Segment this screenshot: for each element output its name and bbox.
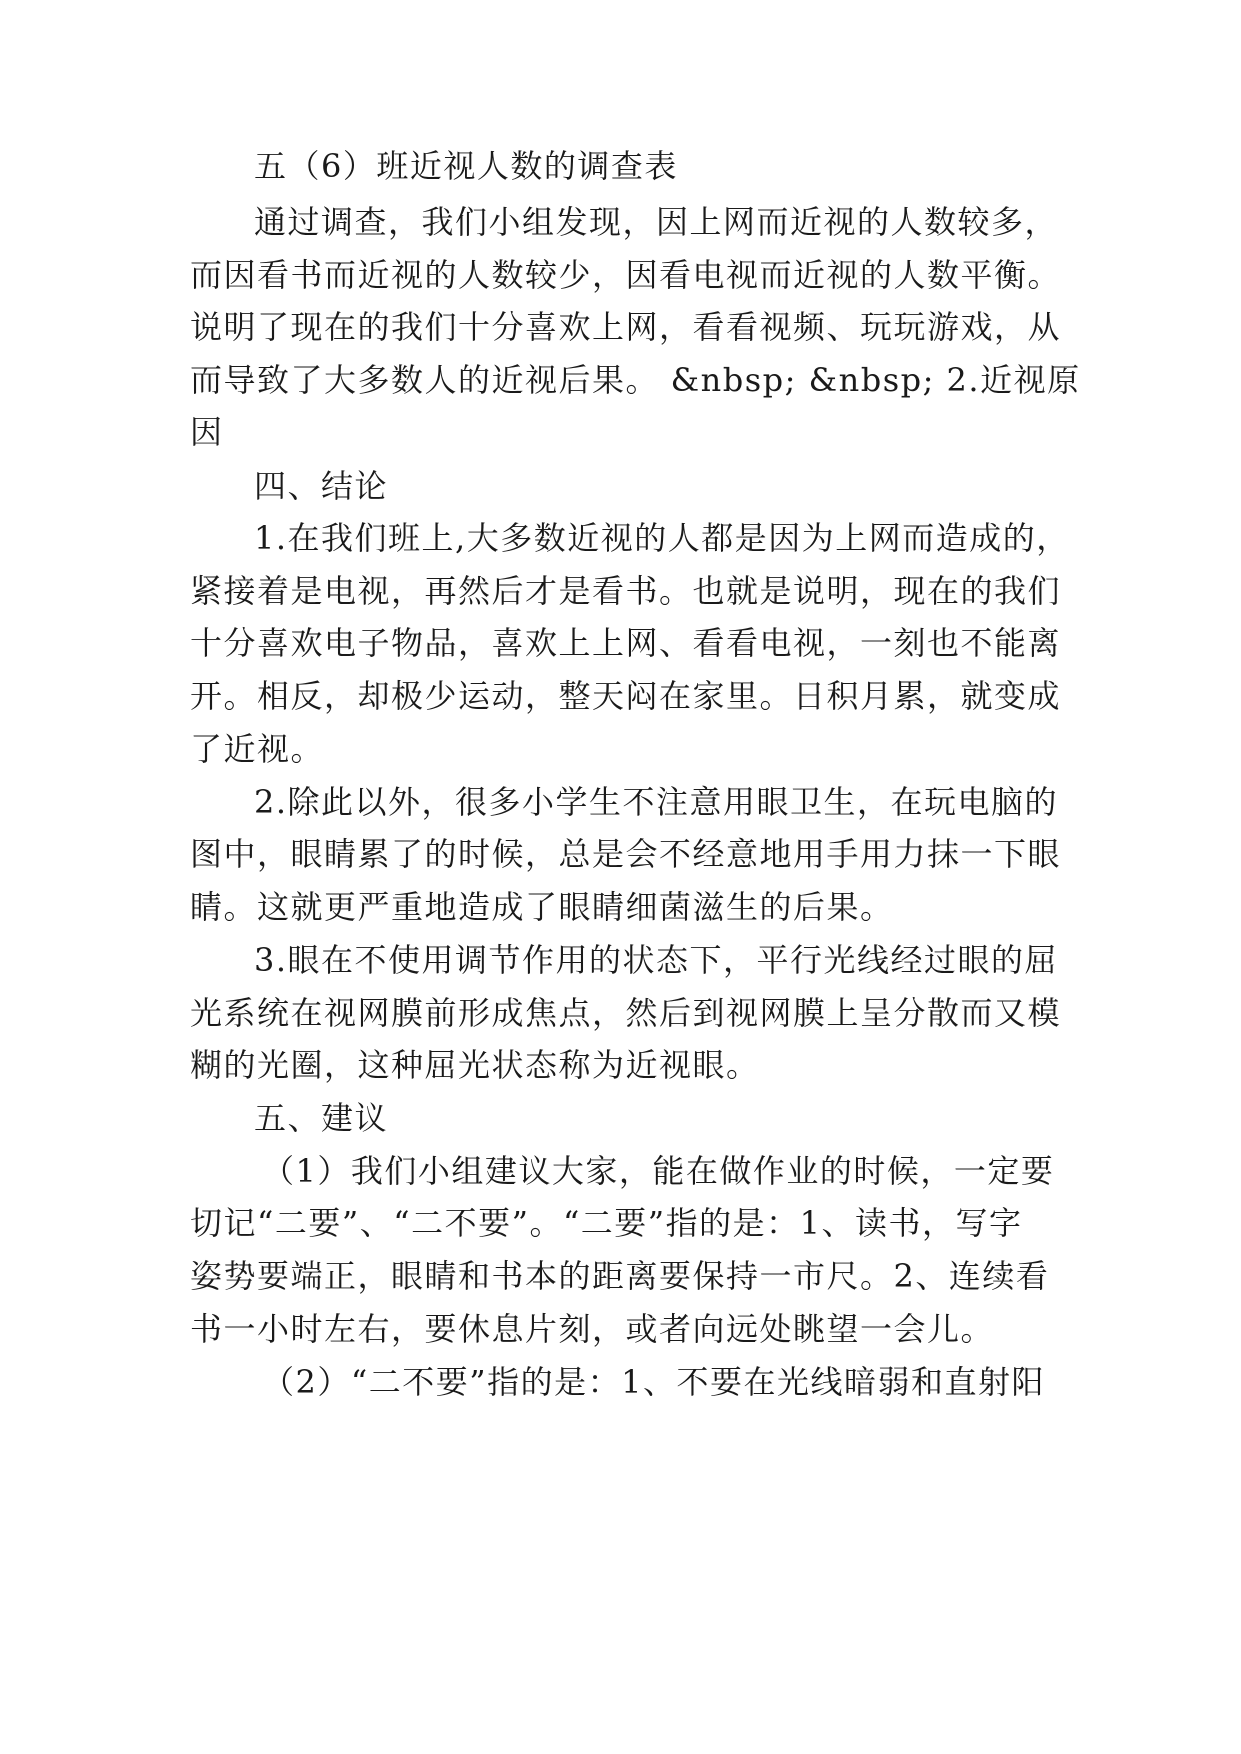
paragraph-line: 而因看书而近视的人数较少，因看电视而近视的人数平衡。: [190, 256, 1062, 294]
paragraph-line: （1）我们小组建议大家，能在做作业的时候，一定要: [262, 1152, 1055, 1190]
table-caption: 五（6）班近视人数的调查表: [254, 147, 678, 185]
paragraph-line: 书一小时左右，要休息片刻，或者向远处眺望一会儿。: [190, 1310, 995, 1348]
paragraph-line: 而导致了大多数人的近视后果。 &nbsp; &nbsp; 2.近视原: [190, 361, 1081, 399]
document-page: [190, 0, 1081, 1754]
paragraph-line: 说明了现在的我们十分喜欢上网，看看视频、玩玩游戏，从: [190, 308, 1062, 346]
paragraph-line: 紧接着是电视，再然后才是看书。也就是说明，现在的我们: [190, 572, 1062, 610]
paragraph-line: 1.在我们班上,大多数近视的人都是因为上网而造成的，: [254, 519, 1070, 557]
paragraph-line: 切记“二要”、“二不要”。“二要”指的是：1、读书，写字: [190, 1204, 1023, 1242]
paragraph-line: 睛。这就更严重地造成了眼睛细菌滋生的后果。: [190, 888, 894, 926]
section-heading-conclusion: 四、结论: [254, 467, 389, 505]
paragraph-line: 糊的光圈，这种屈光状态称为近视眼。: [190, 1046, 760, 1084]
paragraph-line: 开。相反，却极少运动，整天闷在家里。日积月累，就变成: [190, 677, 1062, 715]
paragraph-line: 2.除此以外，很多小学生不注意用眼卫生，在玩电脑的: [254, 783, 1059, 821]
paragraph-line: （2）“二不要”指的是：1、不要在光线暗弱和直射阳: [262, 1363, 1045, 1401]
paragraph-line: 十分喜欢电子物品，喜欢上上网、看看电视，一刻也不能离: [190, 624, 1062, 662]
paragraph-line: 图中，眼睛累了的时候，总是会不经意地用手用力抹一下眼: [190, 835, 1062, 873]
paragraph-line: 了近视。: [190, 730, 325, 768]
section-heading-suggestions: 五、建议: [254, 1099, 389, 1137]
paragraph-line: 通过调查，我们小组发现，因上网而近视的人数较多，: [254, 203, 1059, 241]
paragraph-line: 3.眼在不使用调节作用的状态下，平行光线经过眼的屈: [254, 941, 1059, 979]
paragraph-line: 光系统在视网膜前形成焦点，然后到视网膜上呈分散而又模: [190, 994, 1062, 1032]
paragraph-line: 姿势要端正，眼睛和书本的距离要保持一市尺。2、连续看: [190, 1257, 1050, 1295]
paragraph-line: 因: [190, 413, 224, 451]
